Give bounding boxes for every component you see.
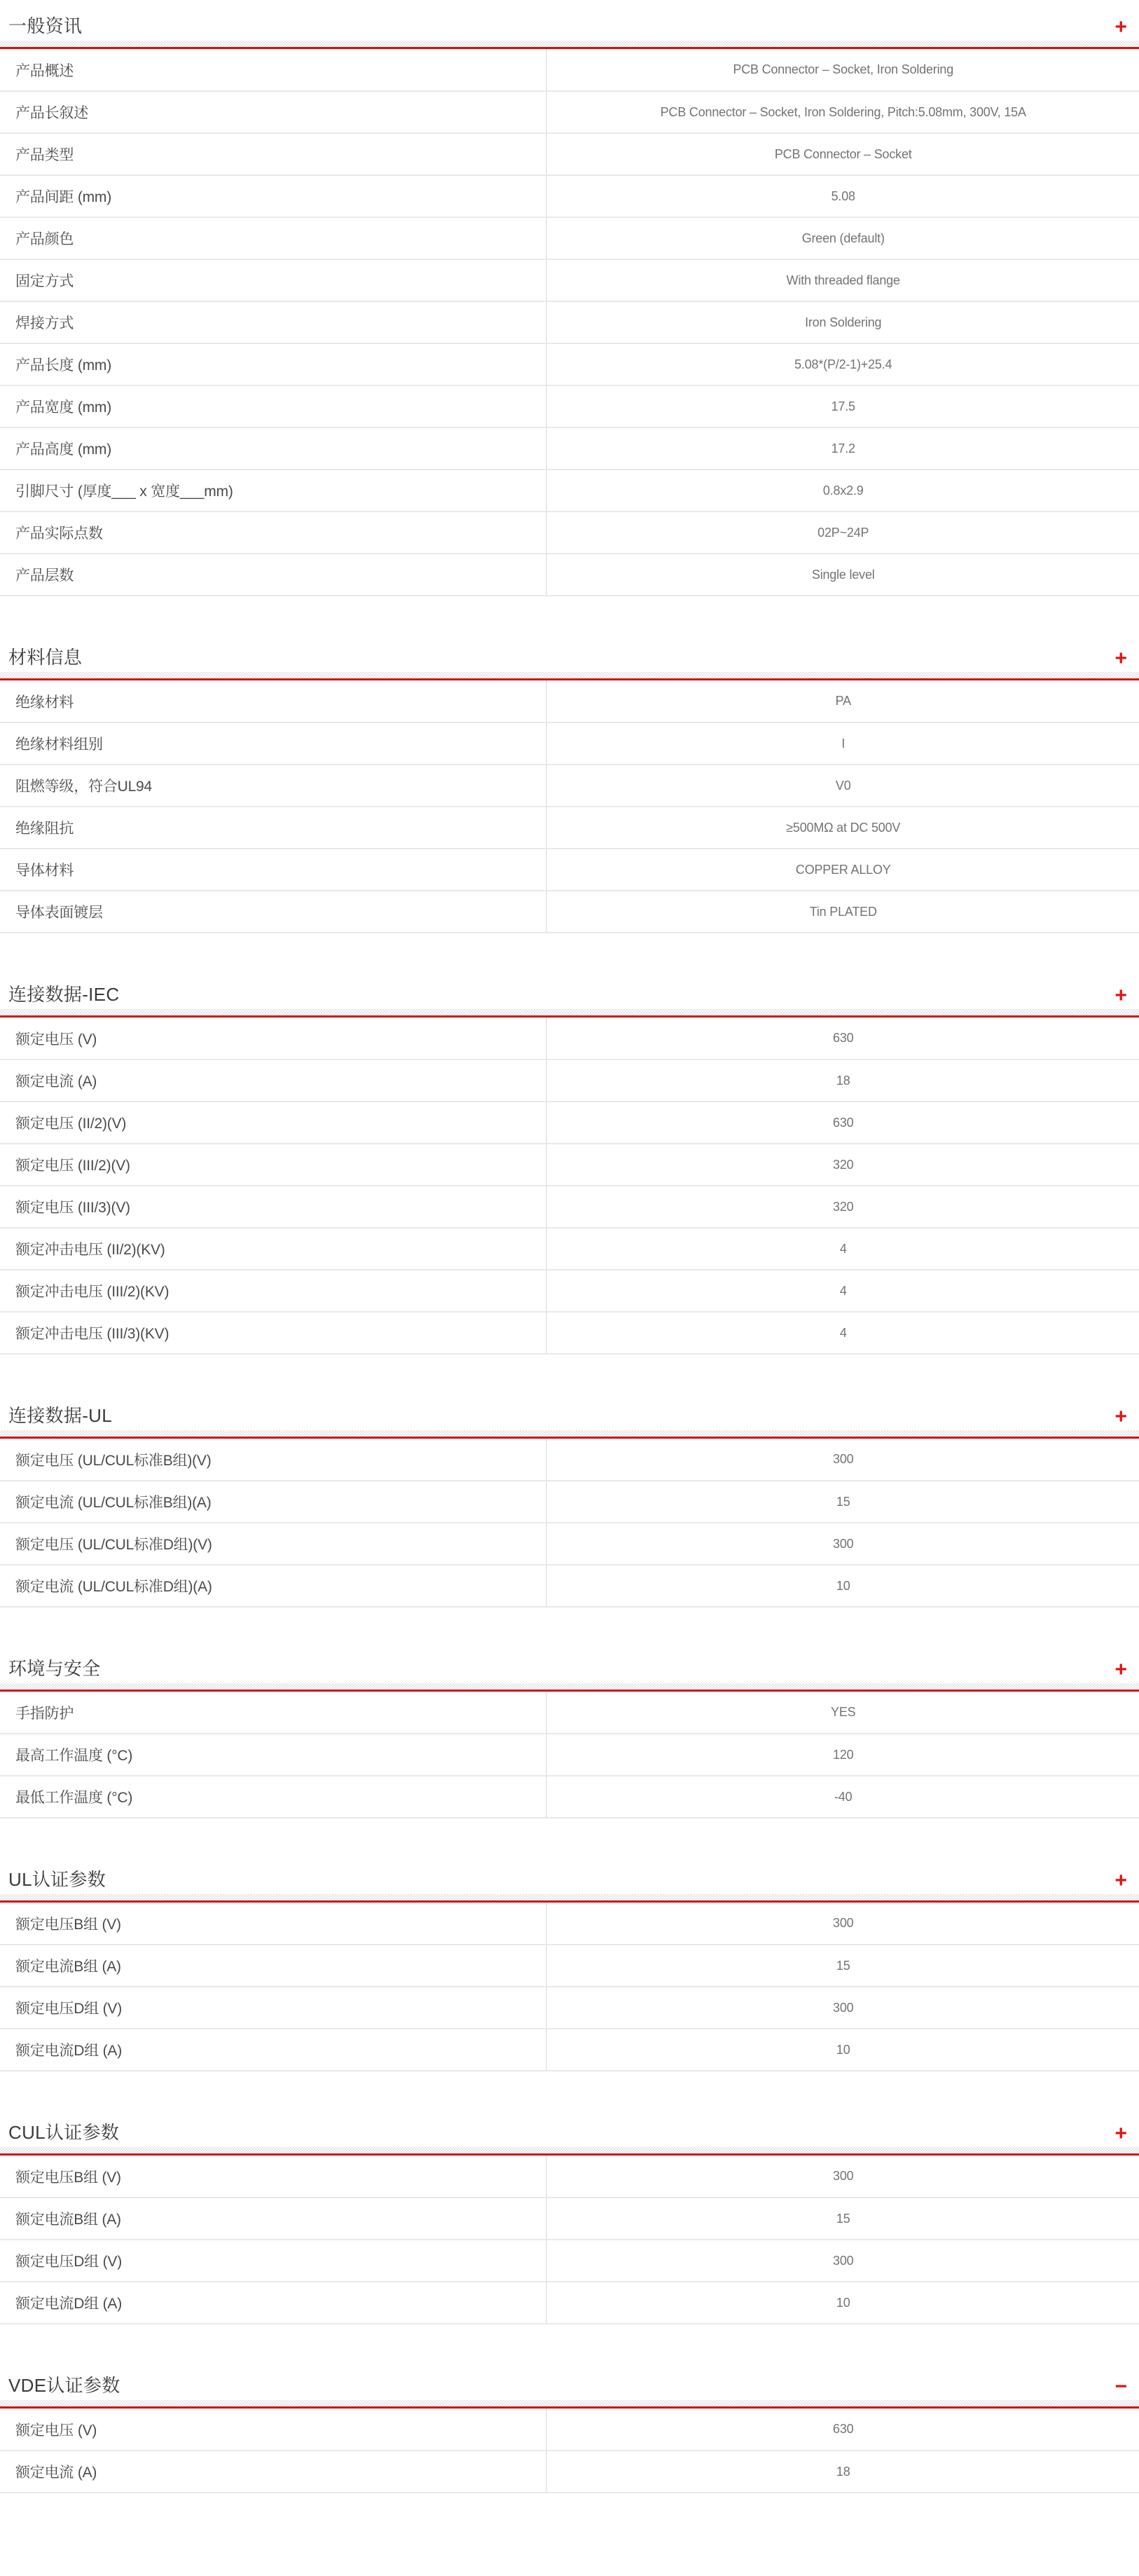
row-label: 产品颜色 [0,217,546,259]
section-title: 连接数据-UL [8,1405,112,1426]
row-label: 额定电压 (UL/CUL标准B组)(V) [0,1439,546,1481]
row-value: 02P~24P [546,512,1139,554]
section-title: 材料信息 [8,647,83,668]
table-row [0,259,1139,301]
row-value: 120 [546,1734,1139,1776]
table-row [0,1565,1139,1607]
table-row [0,343,1139,385]
row-label: 绝缘材料 [0,680,546,722]
row-label: 固定方式 [0,259,546,301]
table-row [0,1102,1139,1144]
table-row [0,1312,1139,1354]
row-label: 额定电流B组 (A) [0,2198,546,2240]
table-row [0,1903,1139,1945]
red-underline [0,678,1139,680]
row-label: 额定电压 (UL/CUL标准D组)(V) [0,1523,546,1565]
section-title: 环境与安全 [8,1658,101,1679]
table-row [0,891,1139,933]
row-value: 10 [546,2029,1139,2071]
row-label: 额定电压D组 (V) [0,2240,546,2282]
row-value: 4 [546,1270,1139,1312]
table-row [0,2451,1139,2493]
row-label: 额定电流 (A) [0,2451,546,2493]
row-value: 630 [546,1018,1139,1060]
row-value: 300 [546,1987,1139,2029]
spec-section [0,1865,1139,2071]
plus-icon[interactable]: + [1114,2122,1127,2145]
row-label: 产品高度 (mm) [0,427,546,470]
dotted-divider [0,1683,1139,1690]
row-label: 额定电压B组 (V) [0,2156,546,2198]
row-value: Green (default) [546,217,1139,259]
row-label: 额定电压B组 (V) [0,1903,546,1945]
row-label: 额定电流D组 (A) [0,2029,546,2071]
section-header[interactable] [0,1401,1139,1439]
table-row [0,1270,1139,1312]
row-label: 产品间距 (mm) [0,175,546,217]
row-label: 额定电流B组 (A) [0,1945,546,1987]
row-value: With threaded flange [546,259,1139,301]
spec-table [0,1439,1139,1608]
table-row [0,217,1139,259]
row-value: 18 [546,2451,1139,2493]
row-value: 10 [546,2282,1139,2324]
section-header[interactable] [0,2118,1139,2156]
red-underline [0,2406,1139,2409]
minus-icon[interactable]: − [1114,2375,1127,2398]
spec-section [0,2371,1139,2493]
section-title: CUL认证参数 [8,2122,120,2143]
table-row [0,765,1139,807]
row-label: 产品类型 [0,133,546,175]
red-underline [0,1015,1139,1018]
row-label: 产品宽度 (mm) [0,385,546,427]
table-row [0,1186,1139,1228]
red-underline [0,1437,1139,1439]
row-label: 额定电流 (UL/CUL标准D组)(A) [0,1565,546,1607]
spec-table [0,680,1139,933]
row-label: 额定冲击电压 (III/3)(KV) [0,1312,546,1354]
row-label: 额定电压 (II/2)(V) [0,1102,546,1144]
plus-icon[interactable]: + [1114,647,1127,670]
row-value: COPPER ALLOY [546,849,1139,891]
spec-table [0,49,1139,596]
dotted-divider [0,672,1139,678]
row-value: 630 [546,2409,1139,2451]
row-value: V0 [546,765,1139,807]
dotted-divider [0,2147,1139,2153]
table-row [0,2029,1139,2071]
table-row [0,1228,1139,1270]
table-row [0,722,1139,765]
row-value: 17.2 [546,427,1139,470]
row-label: 引脚尺寸 (厚度___ x 宽度___mm) [0,470,546,512]
row-value: Iron Soldering [546,301,1139,343]
row-value: 300 [546,2240,1139,2282]
row-value: 15 [546,1481,1139,1523]
row-value: 18 [546,1060,1139,1102]
table-row [0,1945,1139,1987]
row-value: 320 [546,1144,1139,1186]
table-row [0,175,1139,217]
row-label: 产品概述 [0,49,546,91]
dotted-divider [0,1894,1139,1900]
spec-section [0,980,1139,1355]
table-row [0,470,1139,512]
table-row [0,385,1139,427]
plus-icon[interactable]: + [1114,1658,1127,1681]
red-underline [0,1900,1139,1903]
row-label: 导体表面镀层 [0,891,546,933]
table-row [0,1523,1139,1565]
table-row [0,2240,1139,2282]
table-row [0,554,1139,596]
table-row [0,427,1139,470]
table-row [0,133,1139,175]
row-label: 产品长叙述 [0,91,546,133]
section-title: 一般资讯 [8,15,83,36]
spec-table [0,1903,1139,2071]
row-value: PCB Connector – Socket [546,133,1139,175]
row-value: 4 [546,1312,1139,1354]
row-label: 最低工作温度 (°C) [0,1776,546,1818]
row-value: Single level [546,554,1139,596]
table-row [0,301,1139,343]
row-value: Tin PLATED [546,891,1139,933]
section-header[interactable] [0,643,1139,680]
table-row [0,1144,1139,1186]
table-row [0,2282,1139,2324]
row-label: 阻燃等级，符合UL94 [0,765,546,807]
row-label: 额定电压 (III/3)(V) [0,1186,546,1228]
table-row [0,849,1139,891]
row-value: 0.8x2.9 [546,470,1139,512]
spec-table [0,1018,1139,1355]
table-row [0,1987,1139,2029]
row-label: 额定电流D组 (A) [0,2282,546,2324]
row-value: 17.5 [546,385,1139,427]
table-row [0,49,1139,91]
row-label: 额定电压 (V) [0,1018,546,1060]
row-value: 5.08 [546,175,1139,217]
plus-icon[interactable]: + [1114,15,1127,39]
row-label: 额定电流 (A) [0,1060,546,1102]
row-value: 5.08*(P/2-1)+25.4 [546,343,1139,385]
spec-section [0,11,1139,596]
table-row [0,2198,1139,2240]
row-label: 产品长度 (mm) [0,343,546,385]
row-label: 产品层数 [0,554,546,596]
dotted-divider [0,1430,1139,1437]
row-value: 300 [546,1903,1139,1945]
section-header[interactable] [0,2371,1139,2409]
table-row [0,1018,1139,1060]
table-row [0,807,1139,849]
row-label: 额定电压 (III/2)(V) [0,1144,546,1186]
dotted-divider [0,1009,1139,1015]
table-row [0,1060,1139,1102]
spec-table [0,1692,1139,1818]
row-value: 10 [546,1565,1139,1607]
row-value: YES [546,1692,1139,1734]
table-row [0,1734,1139,1776]
row-label: 额定电压 (V) [0,2409,546,2451]
table-row [0,2156,1139,2198]
row-label: 绝缘阻抗 [0,807,546,849]
red-underline [0,47,1139,49]
row-value: 630 [546,1102,1139,1144]
row-label: 额定冲击电压 (III/2)(KV) [0,1270,546,1312]
section-header[interactable] [0,980,1139,1018]
row-value: 300 [546,2156,1139,2198]
section-header[interactable] [0,1654,1139,1692]
row-value: 300 [546,1439,1139,1481]
row-label: 额定电流 (UL/CUL标准B组)(A) [0,1481,546,1523]
table-row [0,2409,1139,2451]
row-value: PA [546,680,1139,722]
section-title: 连接数据-IEC [8,984,120,1005]
table-row [0,512,1139,554]
table-row [0,1481,1139,1523]
section-header[interactable] [0,1865,1139,1903]
spec-section [0,2118,1139,2324]
row-label: 导体材料 [0,849,546,891]
table-row [0,1692,1139,1734]
spec-section [0,1401,1139,1608]
row-value: 320 [546,1186,1139,1228]
table-row [0,1439,1139,1481]
row-value: 15 [546,1945,1139,1987]
row-label: 额定冲击电压 (II/2)(KV) [0,1228,546,1270]
row-value: -40 [546,1776,1139,1818]
row-value: 15 [546,2198,1139,2240]
row-value: 300 [546,1523,1139,1565]
section-title: UL认证参数 [8,1869,106,1890]
row-value: ≥500MΩ at DC 500V [546,807,1139,849]
plus-icon[interactable]: + [1114,984,1127,1007]
section-title: VDE认证参数 [8,2375,120,2396]
row-label: 最高工作温度 (°C) [0,1734,546,1776]
red-underline [0,1690,1139,1692]
plus-icon[interactable]: + [1114,1869,1127,1892]
table-row [0,91,1139,133]
row-label: 焊接方式 [0,301,546,343]
spec-table [0,2156,1139,2324]
spec-section [0,1654,1139,1818]
plus-icon[interactable]: + [1114,1405,1127,1428]
row-value: I [546,722,1139,765]
spec-table [0,2409,1139,2493]
row-label: 产品实际点数 [0,512,546,554]
row-value: 4 [546,1228,1139,1270]
dotted-divider [0,41,1139,47]
row-label: 手指防护 [0,1692,546,1734]
table-row [0,1776,1139,1818]
table-row [0,680,1139,722]
row-value: PCB Connector – Socket, Iron Soldering, Pitch:5.08mm, 300V, 15A [546,91,1139,133]
spec-section [0,643,1139,933]
dotted-divider [0,2400,1139,2406]
row-value: PCB Connector – Socket, Iron Soldering [546,49,1139,91]
section-header[interactable] [0,11,1139,49]
row-label: 额定电压D组 (V) [0,1987,546,2029]
row-label: 绝缘材料组别 [0,722,546,765]
red-underline [0,2153,1139,2156]
